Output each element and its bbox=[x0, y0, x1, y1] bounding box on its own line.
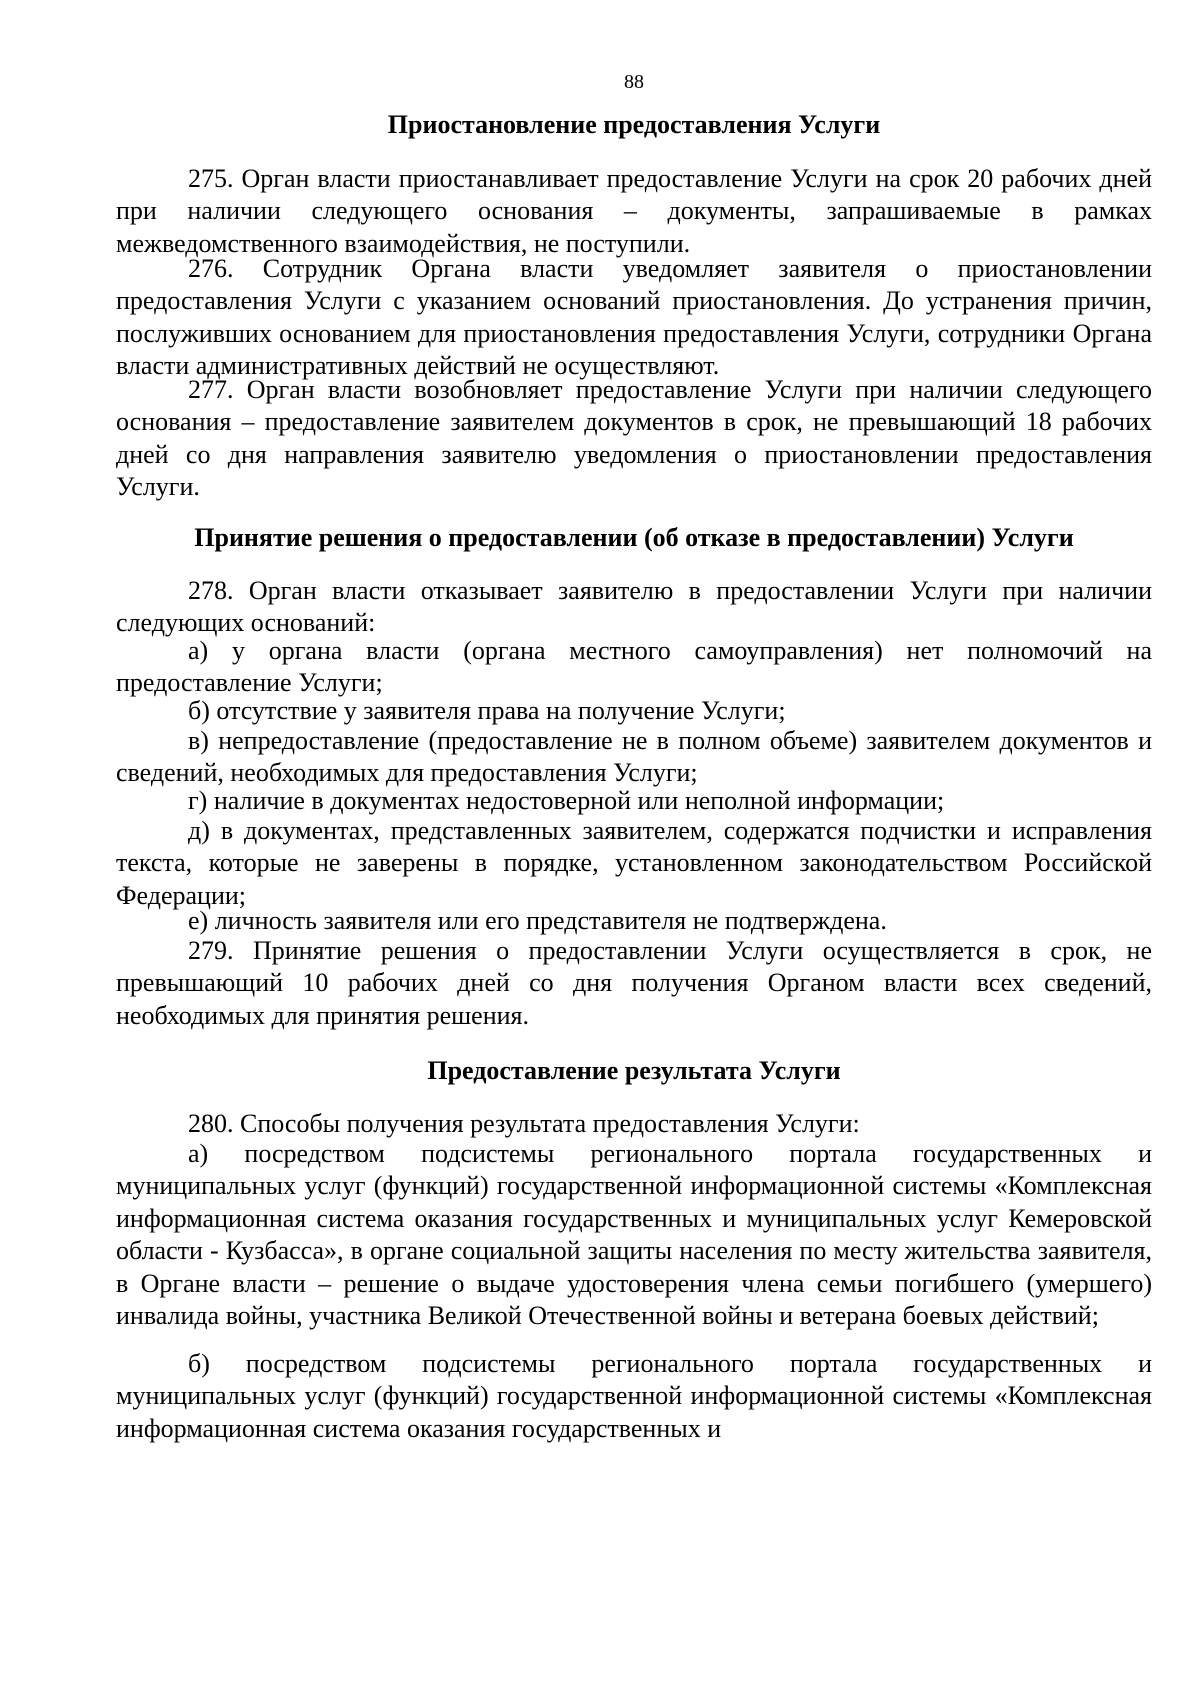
paragraph-279: 279. Принятие решения о предоставлении Услуги осуществляется в срок, не превышающий 10 рабочих дней со дня получения Органом власти всех сведений, необходимых для принятия решения. bbox=[116, 936, 1152, 1030]
paragraph-278-d: д) в документах, представленных заявителем, содержатся подчистки и исправления текста, которые не заверены в порядке, установленном законодательством Российской Федерации; bbox=[116, 816, 1152, 910]
paragraph-278-g: г) наличие в документах недостоверной или неполной информации; bbox=[188, 786, 945, 815]
paragraph-280-b: б) посредством подсистемы регионального портала государственных и муниципальных услуг (функций) государственной информационной системы «Комплексная информационная система оказания государственных и bbox=[116, 1349, 1152, 1443]
document-page bbox=[116, 0, 1152, 1697]
paragraph-276: 276. Сотрудник Органа власти уведомляет заявителя о приостановлении предоставления Услуги с указанием оснований приостановления. До устранения причин, послуживших основанием для приостановления предоставления Услуги, сотрудники Органа власти административных действий не осуществляют. bbox=[116, 254, 1152, 381]
section-heading-decision: Принятие решения о предоставлении (об отказе в предоставлении) Услуги bbox=[194, 523, 1074, 552]
paragraph-278-v: в) непредоставление (предоставление не в полном объеме) заявителем документов и сведений, необходимых для предоставления Услуги; bbox=[116, 726, 1152, 788]
section-heading-suspension: Приостановление предоставления Услуги bbox=[387, 110, 881, 139]
paragraph-278-a: а) у органа власти (органа местного самоуправления) нет полномочий на предоставление Услуги; bbox=[116, 636, 1152, 698]
paragraph-277: 277. Орган власти возобновляет предоставление Услуги при наличии следующего основания – предоставление заявителем документов в срок, не превышающий 18 рабочих дней со дня направления заявителю уведомления о приостановлении предоставления Услуги. bbox=[116, 375, 1152, 502]
page-number: 88 bbox=[624, 71, 644, 93]
paragraph-278-b: б) отсутствие у заявителя права на получение Услуги; bbox=[188, 696, 786, 725]
paragraph-278-e: е) личность заявителя или его представителя не подтверждена. bbox=[188, 906, 887, 935]
paragraph-280-a: а) посредством подсистемы регионального портала государственных и муниципальных услуг (функций) государственной информационной системы «Комплексная информационная система оказания государственных и муниципальных услуг Кемеровской области - Кузбасса», в органе социальной защиты населения по месту жительства заявителя, в Органе власти – решение о выдаче удостоверения члена семьи погибшего (умершего) инвалида войны, участника Великой Отечественной войны и ветерана боевых действий; bbox=[116, 1139, 1152, 1331]
paragraph-275: 275. Орган власти приостанавливает предоставление Услуги на срок 20 рабочих дней при наличии следующего основания – документы, запрашиваемые в рамках межведомственного взаимодействия, не поступили. bbox=[116, 164, 1152, 258]
paragraph-280: 280. Способы получения результата предоставления Услуги: bbox=[188, 1109, 860, 1138]
section-heading-result: Предоставление результата Услуги bbox=[427, 1056, 841, 1085]
paragraph-278: 278. Орган власти отказывает заявителю в предоставлении Услуги при наличии следующих оснований: bbox=[116, 576, 1152, 638]
